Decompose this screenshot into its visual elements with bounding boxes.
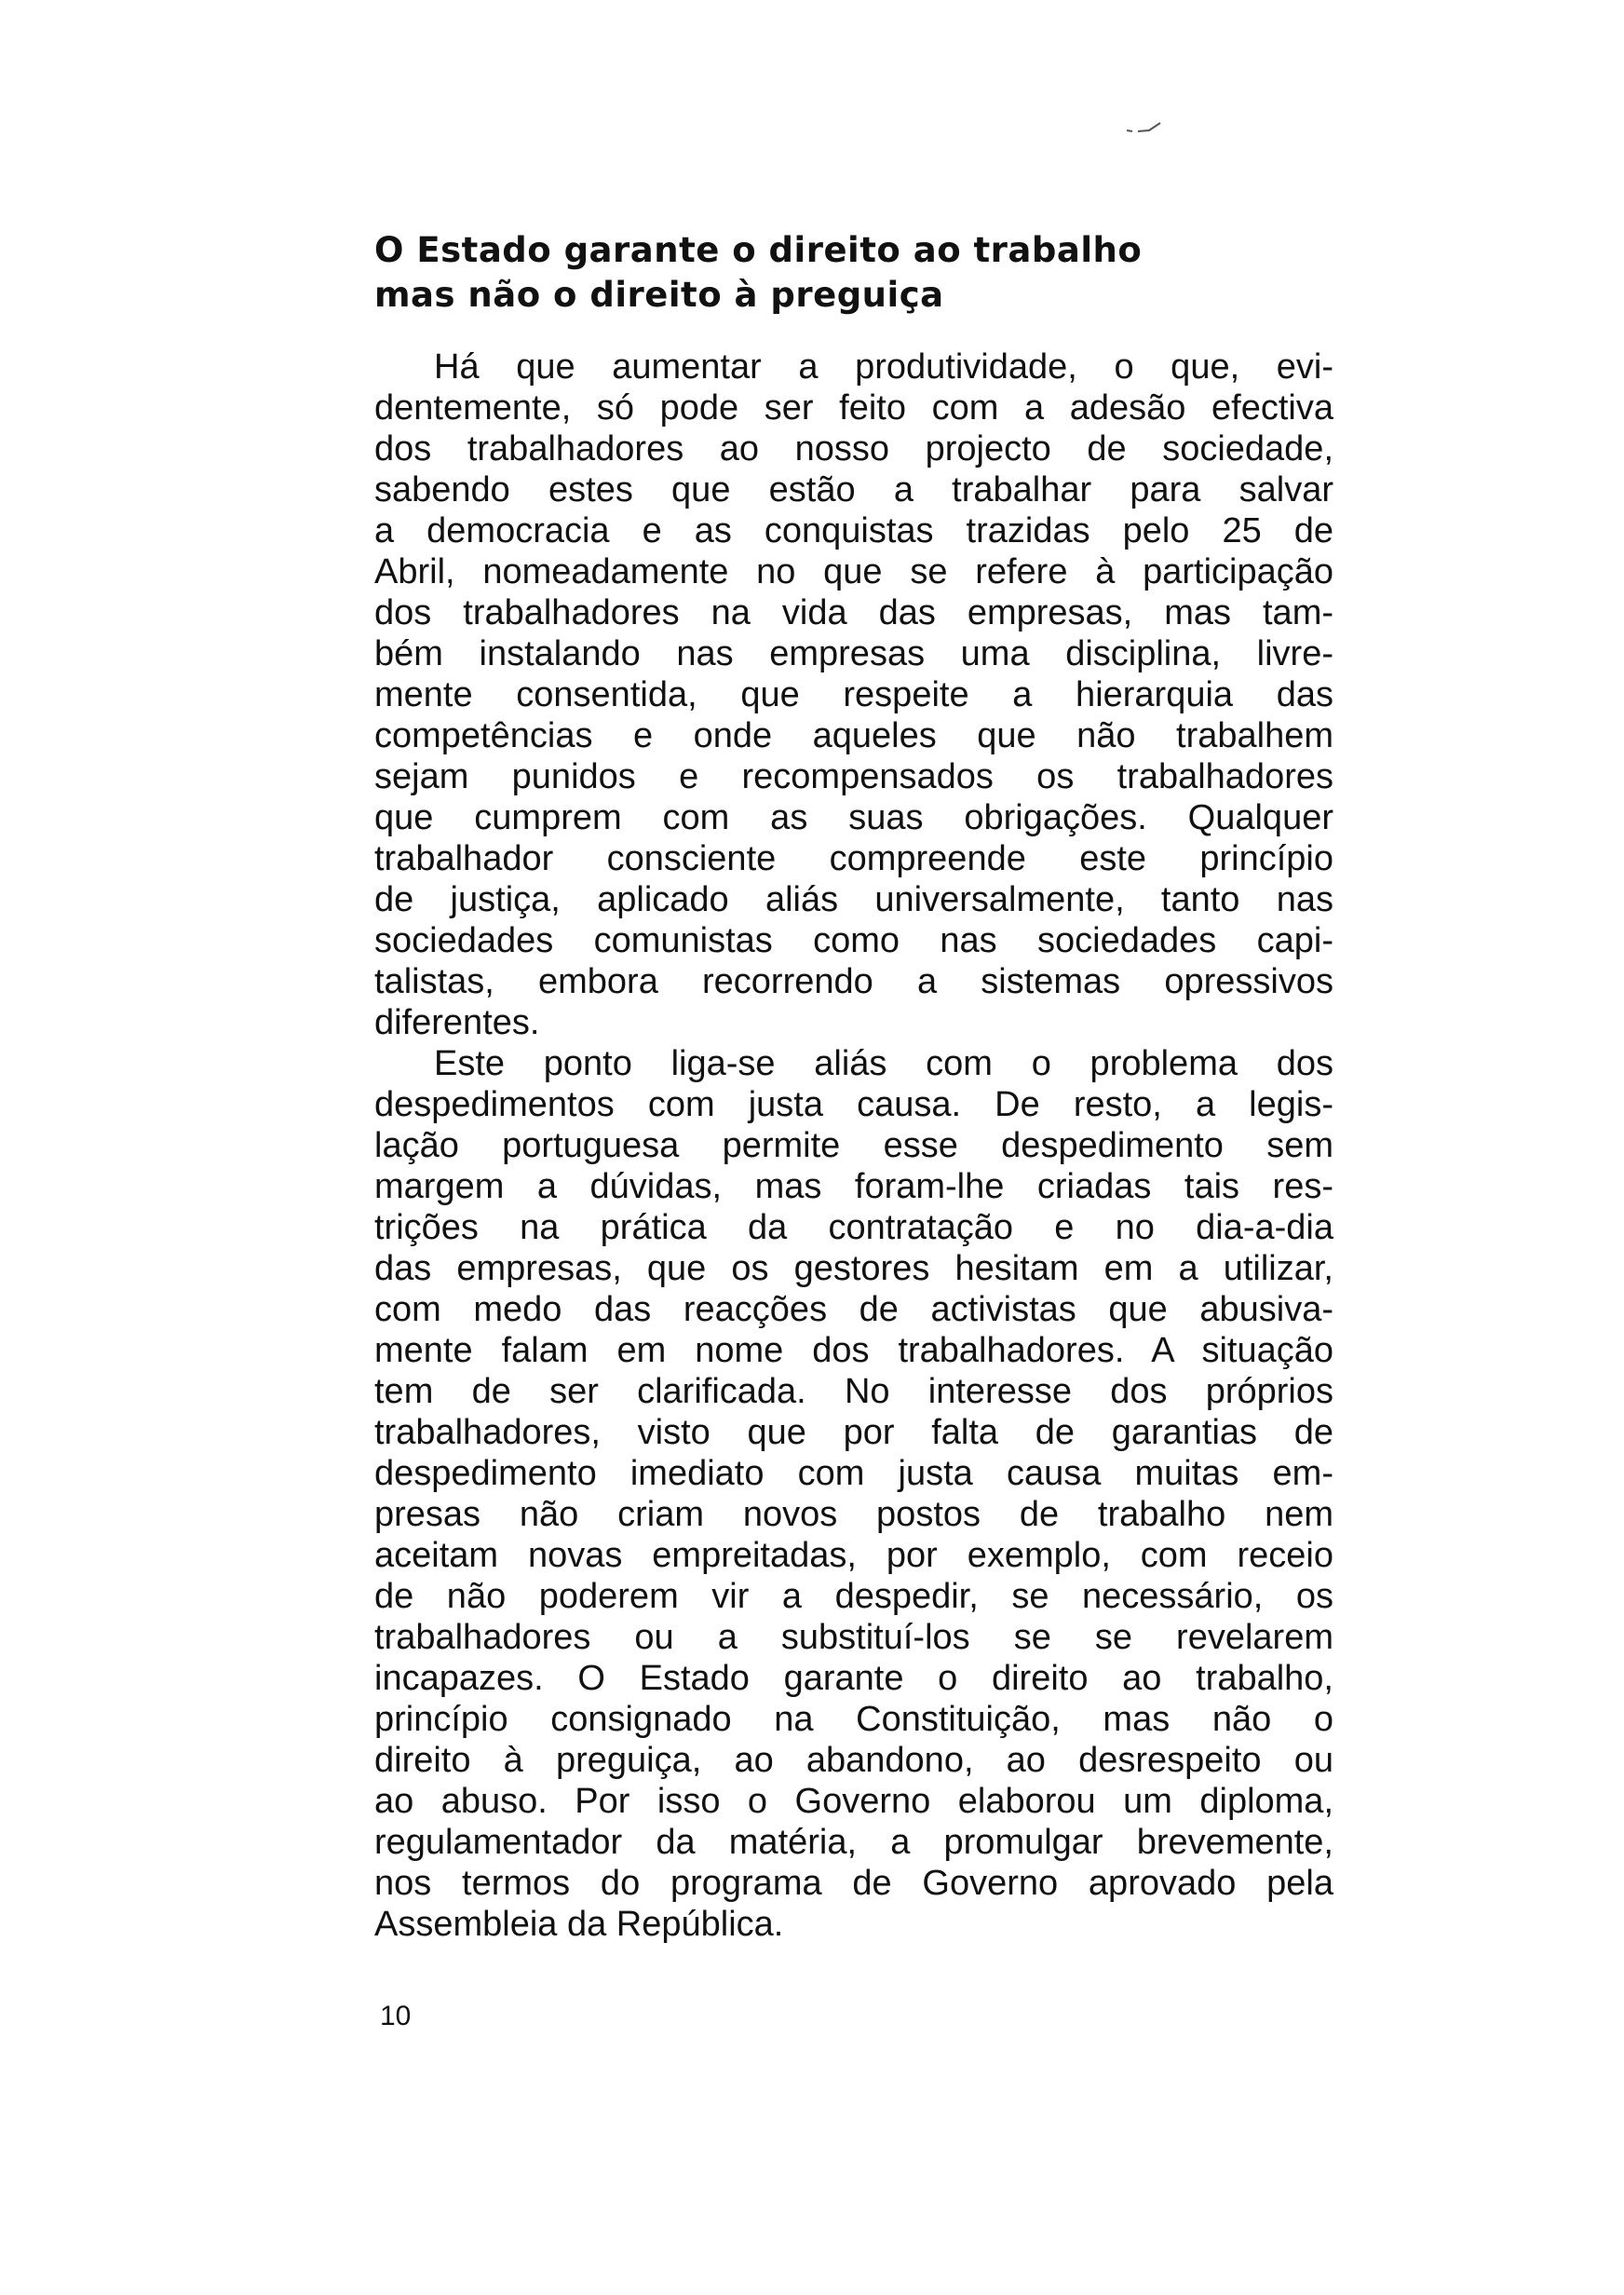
text-line: que cumprem com as suas obrigações. Qualquer bbox=[374, 798, 1333, 837]
text-line: regulamentador da matéria, a promulgar brevemente, bbox=[374, 1823, 1333, 1862]
text-line: despedimentos com justa causa. De resto, a legis- bbox=[374, 1085, 1333, 1124]
text-line: presas não criam novos postos de trabalho nem bbox=[374, 1495, 1333, 1534]
scan-mark-icon bbox=[1125, 119, 1166, 138]
text-line: Abril, nomeadamente no que se refere à participação bbox=[374, 552, 1333, 591]
text-line: trabalhadores ou a substituí-los se se revelarem bbox=[374, 1618, 1333, 1657]
page-title bbox=[374, 228, 1306, 318]
text-line: diferentes. bbox=[374, 1003, 540, 1042]
text-line: a democracia e as conquistas trazidas pelo 25 de bbox=[374, 511, 1333, 550]
text-line: trabalhador consciente compreende este princípio bbox=[374, 839, 1333, 878]
text-line: margem a dúvidas, mas foram-lhe criadas tais res- bbox=[374, 1167, 1333, 1206]
text-line: competências e onde aqueles que não trabalhem bbox=[374, 716, 1333, 755]
text-line: dos trabalhadores na vida das empresas, mas tam- bbox=[374, 593, 1333, 632]
text-line: trabalhadores, visto que por falta de garantias de bbox=[374, 1413, 1333, 1452]
text-line: Assembleia da República. bbox=[374, 1905, 784, 1944]
text-line: ao abuso. Por isso o Governo elaborou um diploma, bbox=[374, 1782, 1333, 1821]
text-line: sociedades comunistas como nas sociedades capi- bbox=[374, 921, 1333, 960]
page-number: 10 bbox=[380, 2001, 412, 2031]
text-line: despedimento imediato com justa causa muitas em- bbox=[374, 1454, 1333, 1493]
text-line: bém instalando nas empresas uma disciplina, livre- bbox=[374, 634, 1333, 673]
text-line: trições na prática da contratação e no dia-a-dia bbox=[374, 1208, 1333, 1247]
text-line: nos termos do programa de Governo aprovado pela bbox=[374, 1864, 1333, 1903]
text-line: aceitam novas empreitadas, por exemplo, com receio bbox=[374, 1536, 1333, 1575]
text-line: sejam punidos e recompensados os trabalhadores bbox=[374, 757, 1333, 796]
text-line: dos trabalhadores ao nosso projecto de sociedade, bbox=[374, 429, 1333, 469]
text-line: princípio consignado na Constituição, mas não o bbox=[374, 1700, 1333, 1739]
text-line: Há que aumentar a produtividade, o que, evi- bbox=[434, 347, 1333, 387]
text-line: sabendo estes que estão a trabalhar para salvar bbox=[374, 470, 1333, 509]
title-line: O Estado garante o direito ao trabalho bbox=[374, 230, 1143, 270]
title-line: mas não o direito à preguiça bbox=[374, 275, 944, 315]
text-line: incapazes. O Estado garante o direito ao trabalho, bbox=[374, 1659, 1333, 1698]
text-line: de não poderem vir a despedir, se necessário, os bbox=[374, 1577, 1333, 1616]
text-line: mente falam em nome dos trabalhadores. A situação bbox=[374, 1331, 1333, 1370]
text-line: direito à preguiça, ao abandono, ao desrespeito ou bbox=[374, 1741, 1333, 1780]
text-line: das empresas, que os gestores hesitam em a utilizar, bbox=[374, 1249, 1333, 1288]
text-line: com medo das reacções de activistas que abusiva- bbox=[374, 1290, 1333, 1329]
text-line: dentemente, só pode ser feito com a adesão efectiva bbox=[374, 388, 1333, 428]
text-line: lação portuguesa permite esse despedimento sem bbox=[374, 1126, 1333, 1165]
text-line: tem de ser clarificada. No interesse dos próprios bbox=[374, 1372, 1333, 1411]
text-line: Este ponto liga-se aliás com o problema dos bbox=[434, 1044, 1333, 1083]
article-body bbox=[374, 346, 1333, 1945]
text-line: mente consentida, que respeite a hierarquia das bbox=[374, 675, 1333, 714]
text-line: de justiça, aplicado aliás universalmente, tanto nas bbox=[374, 880, 1333, 919]
text-line: talistas, embora recorrendo a sistemas opressivos bbox=[374, 962, 1333, 1001]
